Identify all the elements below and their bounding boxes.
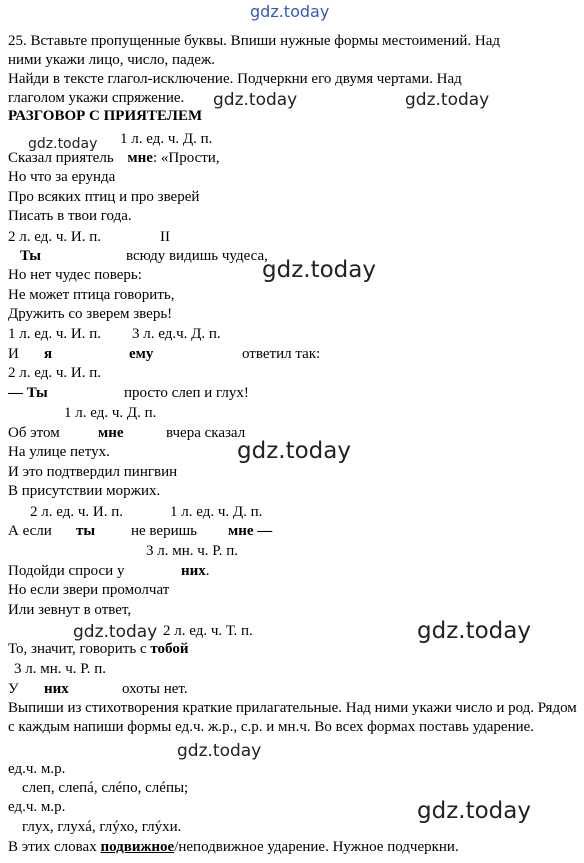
poem-line: Про всяких птиц и про зверей xyxy=(8,189,200,205)
poem-line: В присутствии моржих. xyxy=(8,483,161,499)
poem-text: не веришь xyxy=(131,523,198,539)
grammar-note: 2 л. ед. ч. И. п. xyxy=(8,365,101,381)
pronoun: мне xyxy=(127,150,153,166)
watermark: gdz.today xyxy=(28,136,98,152)
underlined-answer: подвижное xyxy=(100,839,175,855)
poem-text: Подойди спроси у xyxy=(8,563,125,579)
task-intro: Найди в тексте глагол-исключение. Подчеркни его двумя чертами. Над xyxy=(8,71,462,87)
task-intro: ними укажи лицо, число, падеж. xyxy=(8,52,216,68)
poem-title: РАЗГОВОР С ПРИЯТЕЛЕМ xyxy=(8,108,203,124)
final-text: В этих словах xyxy=(8,839,97,855)
pronoun: мне xyxy=(98,425,124,441)
watermark: gdz.today xyxy=(237,438,351,464)
poem-text xyxy=(181,562,210,581)
watermark: gdz.today xyxy=(177,741,262,761)
poem-line xyxy=(8,149,220,168)
poem-text: всюду видишь чудеса, xyxy=(126,248,268,264)
poem-text: просто слеп и глух! xyxy=(124,385,249,401)
grammar-note: 2 л. ед. ч. Т. п. xyxy=(163,623,253,639)
poem-line: На улице петух. xyxy=(8,444,110,460)
watermark: gdz.today xyxy=(262,257,376,283)
poem-line: Не может птица говорить, xyxy=(8,287,175,303)
watermark: gdz.today xyxy=(405,90,490,110)
poem-text: ответил так: xyxy=(242,346,321,362)
poem-text: То, значит, говорить с xyxy=(8,641,147,657)
watermark: gdz.today xyxy=(213,90,298,110)
grammar-note: 2 л. ед. ч. И. п. xyxy=(30,504,123,520)
pronoun: Ты xyxy=(20,248,41,264)
grammar-note: 1 л. ед. ч. Д. п. xyxy=(64,405,157,421)
poem-line xyxy=(8,640,189,659)
pronoun: ты xyxy=(76,523,96,539)
pronoun: них xyxy=(44,681,69,697)
poem-line: И это подтвердил пингвин xyxy=(8,464,178,480)
poem-line: Дружить со зверем зверь! xyxy=(8,306,173,322)
final-text: /неподвижное ударение. Нужное подчеркни. xyxy=(174,839,459,855)
poem-text: Сказал приятель xyxy=(8,150,114,166)
poem-text: . xyxy=(205,563,210,579)
answer-line: глух, глухá, глýхо, глýхи. xyxy=(22,819,182,835)
grammar-note: 3 л. мн. ч. Р. п. xyxy=(14,661,107,677)
poem-text: : «Прости, xyxy=(152,150,220,166)
grammar-note: 3 л. ед.ч. Д. п. xyxy=(132,326,221,342)
grammar-note: 1 л. ед. ч. Д. п. xyxy=(170,504,263,520)
poem-line: Или зевнут в ответ, xyxy=(8,602,132,618)
answer-line: слеп, слепá, слéпо, слéпы; xyxy=(22,780,189,796)
poem-text: Об этом xyxy=(8,425,60,441)
poem-line: Но нет чудес поверь: xyxy=(8,267,142,283)
watermark: gdz.today xyxy=(417,798,531,824)
final-sentence xyxy=(8,838,459,857)
poem-text: А если xyxy=(8,523,52,539)
poem-line: Но если звери промолчат xyxy=(8,582,170,598)
pronoun: ему xyxy=(129,346,154,362)
grammar-note: ед.ч. м.р. xyxy=(8,799,66,815)
pronoun: мне — xyxy=(228,523,273,539)
watermark: gdz.today xyxy=(250,2,330,21)
grammar-note: 1 л. ед. ч. Д. п. xyxy=(120,131,213,147)
poem-text: вчера сказал xyxy=(166,425,246,441)
poem-text: И xyxy=(8,346,19,362)
poem-line: Но что за ерунда xyxy=(8,169,116,185)
grammar-note: ед.ч. м.р. xyxy=(8,761,66,777)
poem-text: охоты нет. xyxy=(122,681,188,697)
pronoun: них xyxy=(181,563,206,579)
watermark: gdz.today xyxy=(417,618,531,644)
pronoun: — Ты xyxy=(8,385,48,401)
pronoun: я xyxy=(44,346,53,362)
grammar-note: 3 л. мн. ч. Р. п. xyxy=(146,543,239,559)
grammar-note: 1 л. ед. ч. И. п. xyxy=(8,326,101,342)
poem-text: У xyxy=(8,681,19,697)
grammar-note: 2 л. ед. ч. И. п. xyxy=(8,229,101,245)
poem-line: Писать в твои года. xyxy=(8,208,132,224)
pronoun: тобой xyxy=(150,641,189,657)
watermark: gdz.today xyxy=(73,622,158,642)
task2-text: Выпиши из стихотворения краткие прилагательные. Над ними укажи число и род. Рядом с каждым напиши формы ед.ч. ж.р., с.р. и мн.ч. Во всех формах поставь ударение. xyxy=(8,700,577,735)
task-intro: глаголом укажи спряжение. xyxy=(8,90,185,106)
conjugation-note: II xyxy=(160,229,170,245)
task-intro: 25. Вставьте пропущенные буквы. Впиши нужные формы местоимений. Над xyxy=(8,33,501,49)
